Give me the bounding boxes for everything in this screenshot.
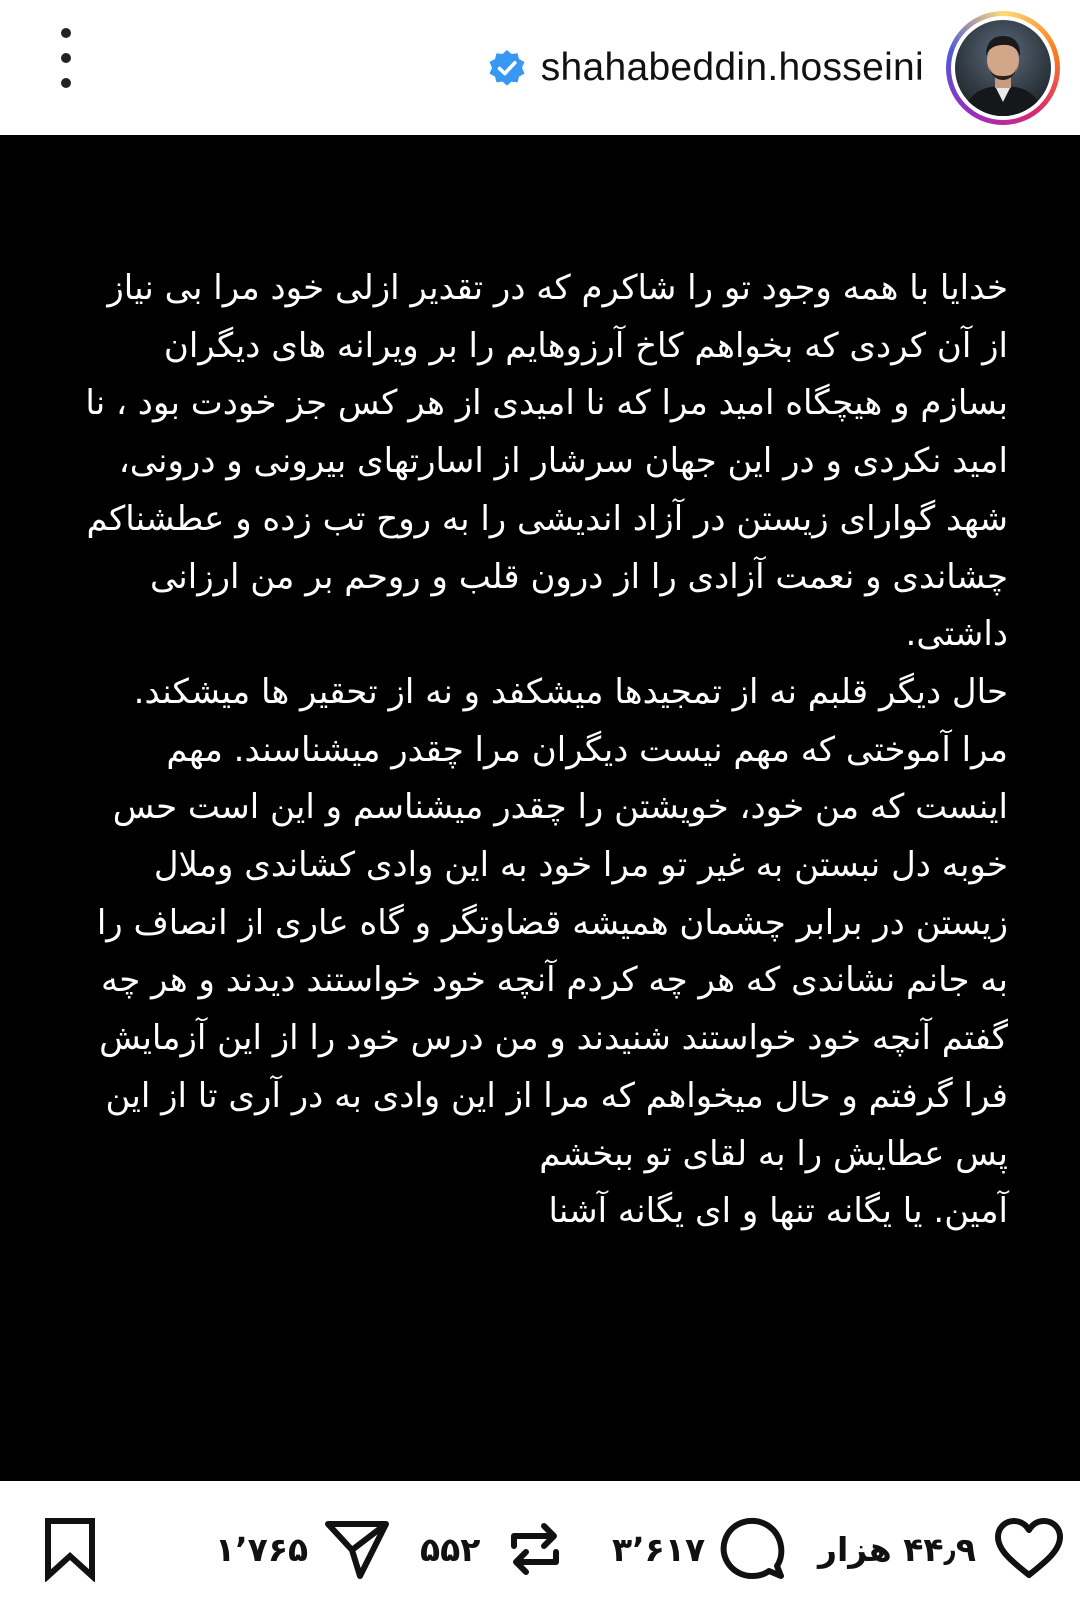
post-paragraph: آمین. یا یگانه تنها و ای یگانه آشنا [548,1191,1008,1232]
share-button[interactable] [215,1503,392,1595]
more-vertical-icon [61,28,71,38]
comment-count: ۳٬۶۱۷ [612,1529,706,1569]
save-button[interactable] [40,1503,100,1595]
avatar [955,20,1051,116]
send-icon [322,1514,392,1584]
action-bar [0,1481,1080,1617]
post-paragraph: خدایا با همه وجود تو را شاکرم که در تقدیر ازلی خود مرا بی نیاز از آن کردی که بخواهم کاخ آرزوهایم را بر ویرانه های دیگران بسازم و هیچگاه امید مرا که نا امیدی از هر کس جز خودت بود ، نا امید نکردی و در این جهان سرشار از اسارتهای بیرونی و درونی، شهد گوارای زیستن در آزاد اندیشی را به روح تب زده و عطشناکم چشاندی و نعمت آزادی را از درون قلب و روحم بر من ارزانی داشتی. [85,268,1008,655]
post-text [80,260,1008,1241]
share-count: ۱٬۷۶۵ [215,1529,309,1569]
comment-icon [719,1514,789,1584]
user-block [487,0,1060,135]
heart-icon [994,1517,1064,1581]
post-header [0,0,1080,135]
username[interactable]: shahabeddin.hosseini [540,45,924,89]
post-image [0,135,1080,1481]
profile-avatar-image [955,20,1051,116]
more-options-button[interactable] [48,28,84,88]
more-dot [61,78,71,88]
repost-button[interactable] [420,1503,568,1595]
post-paragraph: حال دیگر قلبم نه از تمجیدها میشکفد و نه از تحقیر ها میشکند. مرا آموختی که مهم نیست دیگران مرا چقدر میشناسند. مهم اینست که من خود، خویشتن را چقدر میشناسم و این است حس خوبه دل نبستن به غیر تو مرا خود به این وادی کشاندی وملال زیستن در برابر چشمان همیشه قضاوتگر و گاه عاری از انصاف را به جانم نشاندی که هر چه کردم آنچه خود خواستند دیدند و هر چه گفتم آنچه خود خواستند شنیدند و من درس خود را از این آزمایش فرا گرفتم و حال میخواهم که مرا از این وادی به در آری تا از این پس عطایش را به لقای تو ببخشم [96,671,1008,1174]
bookmark-icon [40,1516,100,1582]
like-count: ۴۴٫۹ هزار [818,1529,976,1569]
comment-button[interactable] [612,1503,789,1595]
avatar-story-ring[interactable] [946,11,1060,125]
like-button[interactable] [818,1503,1064,1595]
repost-count: ۵۵۲ [420,1529,481,1569]
avatar-gap [951,16,1055,120]
repost-icon [502,1516,568,1582]
more-dot [61,53,71,63]
verified-badge-icon [487,48,527,88]
